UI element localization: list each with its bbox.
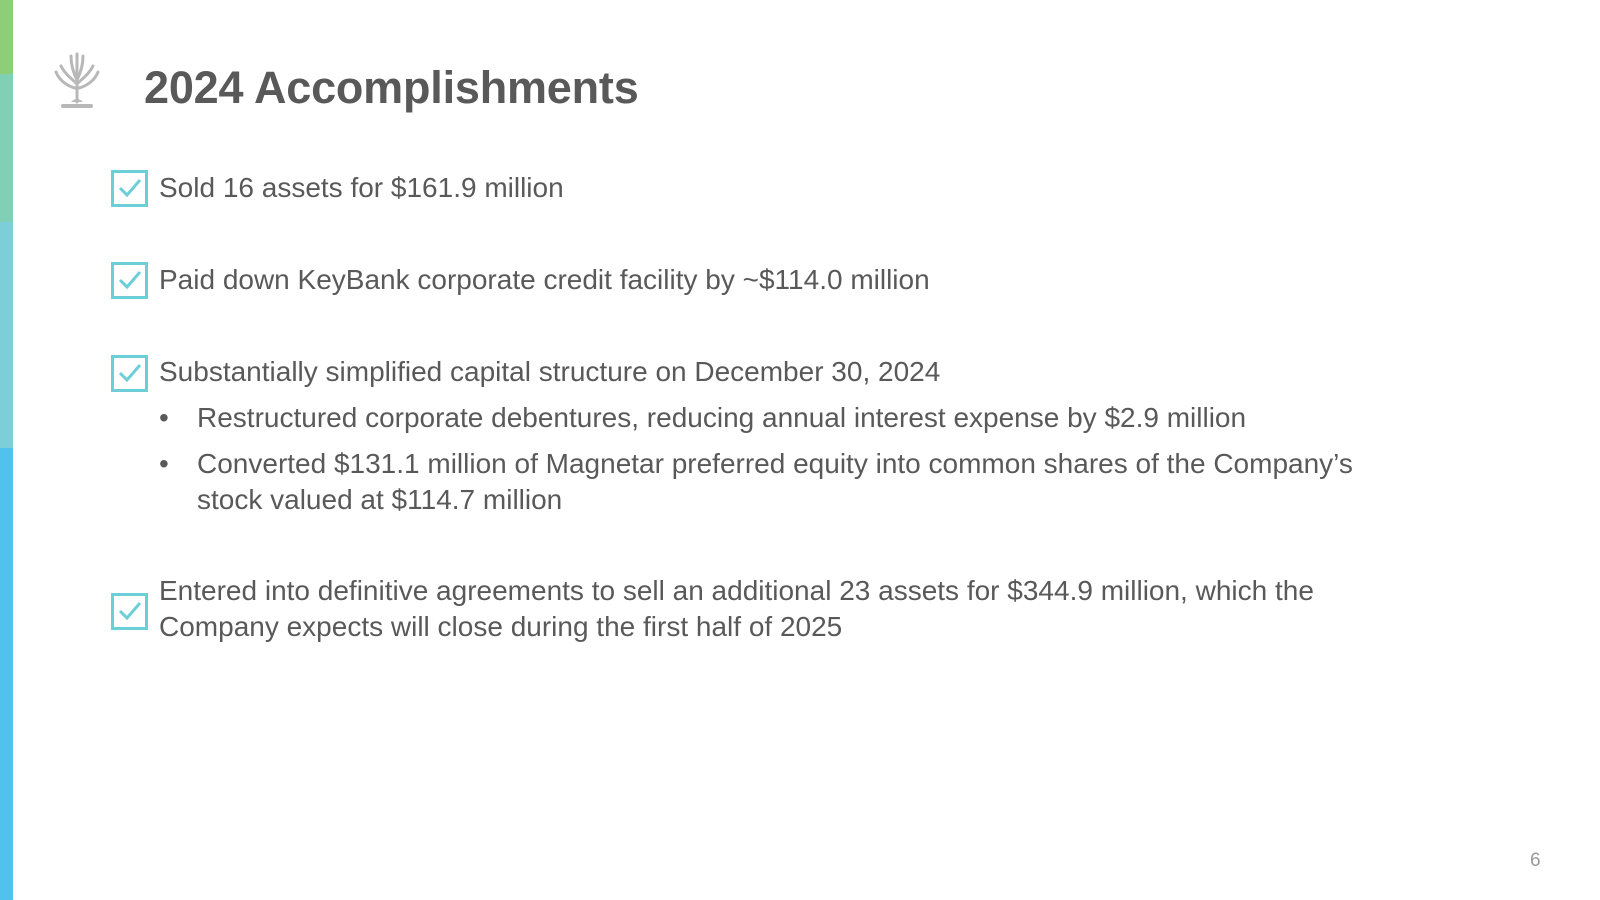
accent-bar <box>0 0 13 900</box>
checkbox-checked-icon <box>111 170 148 207</box>
accomplishment-item-line: Entered into definitive agreements to sell an additional 23 assets for $344.9 million, which the <box>159 575 1314 606</box>
sub-item-line: stock valued at $114.7 million <box>197 484 563 515</box>
checkbox-checked-icon <box>111 355 148 392</box>
accomplishment-item: Substantially simplified capital structure on December 30, 2024 <box>159 356 941 387</box>
sub-item-line: Restructured corporate debentures, reducing annual interest expense by $2.9 million <box>197 402 1247 433</box>
bullet-icon: • <box>159 402 169 433</box>
checkbox-checked-icon <box>111 593 148 630</box>
slide-title: 2024 Accomplishments <box>144 62 639 113</box>
checkbox-checked-icon <box>111 262 148 299</box>
page-number: 6 <box>1530 850 1541 871</box>
accomplishment-item: Sold 16 assets for $161.9 million <box>159 172 564 203</box>
accomplishment-item: Paid down KeyBank corporate credit facility by ~$114.0 million <box>159 264 930 295</box>
bullet-icon: • <box>159 448 169 479</box>
accomplishment-item-line: Company expects will close during the first half of 2025 <box>159 611 843 642</box>
tree-icon <box>53 50 101 108</box>
sub-item-line: Converted $131.1 million of Magnetar preferred equity into common shares of the Company’s <box>197 448 1353 479</box>
